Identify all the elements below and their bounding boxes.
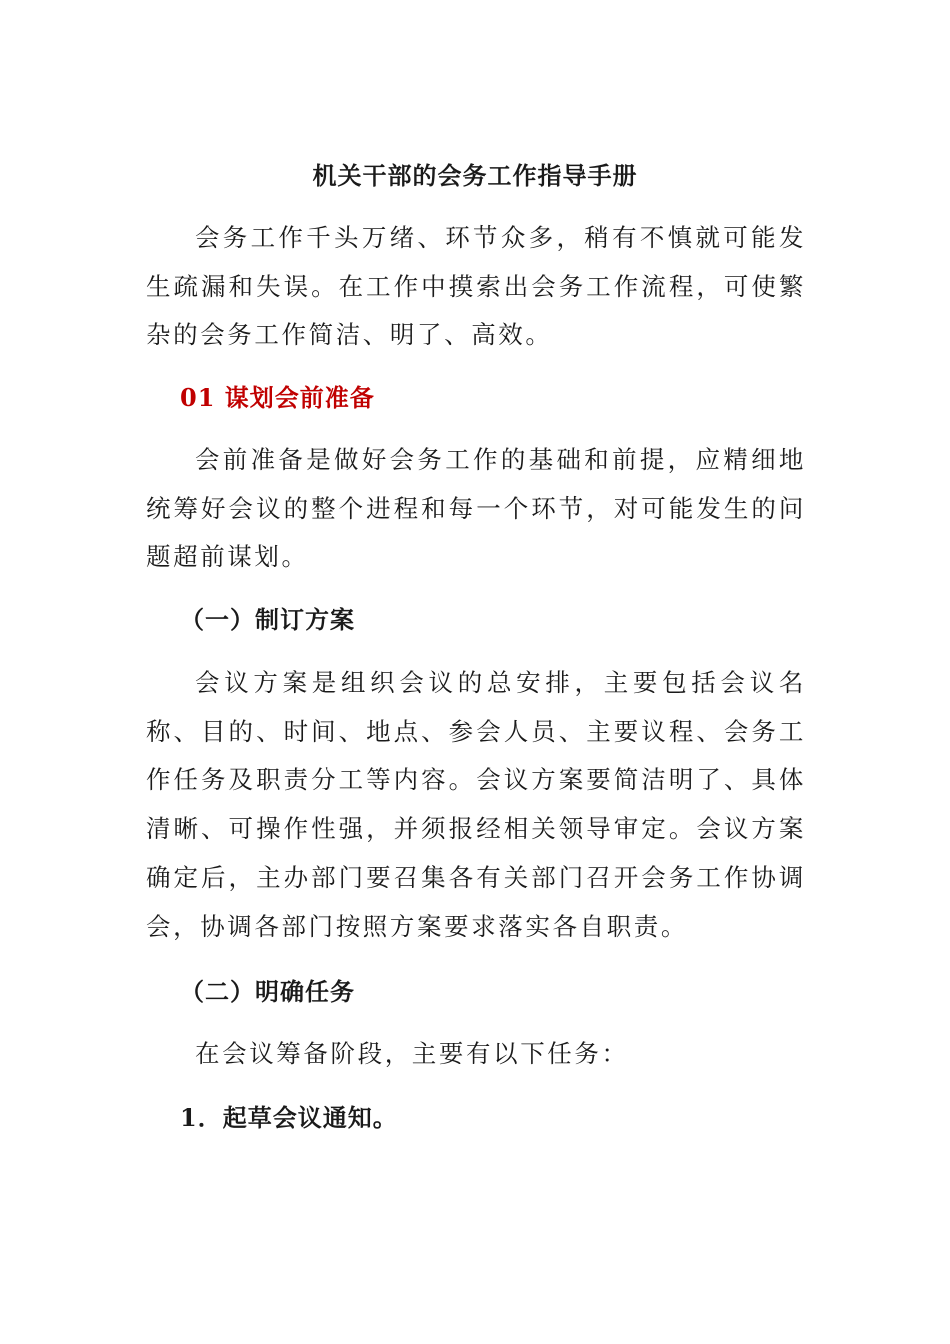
tasks-paragraph: 在会议筹备阶段，主要有以下任务：: [195, 1039, 629, 1068]
section-01-paragraph: 会前准备是做好会务工作的基础和前提，应精细地统筹好会议的整个进程和每一个环节，对可能发生的问题超前谋划。: [146, 445, 806, 572]
plan-paragraph: 会议方案是组织会议的总安排，主要包括会议名称、目的、时间、地点、参会人员、主要议程、会务工作任务及职责分工等内容。会议方案要简洁明了、具体清晰、可操作性强，并须报经相关领导审定。会议方案确定后，主办部门要召集各有关部门召开会务工作协调会，协调各部门按照方案要求落实各自职责。: [146, 668, 806, 941]
subsection-heading-tasks: （二）明确任务: [180, 977, 355, 1006]
subsection-heading-plan: （一）制订方案: [180, 605, 355, 634]
intro-paragraph: 会务工作千头万绪、环节众多，稍有不慎就可能发生疏漏和失误。在工作中摸索出会务工作流程，可使繁杂的会务工作简洁、明了、高效。: [146, 223, 806, 350]
document-title: 机关干部的会务工作指导手册: [312, 161, 638, 190]
task-item-1: 1．起草会议通知。: [180, 1103, 398, 1132]
section-heading-01: 01 谋划会前准备: [180, 383, 375, 412]
